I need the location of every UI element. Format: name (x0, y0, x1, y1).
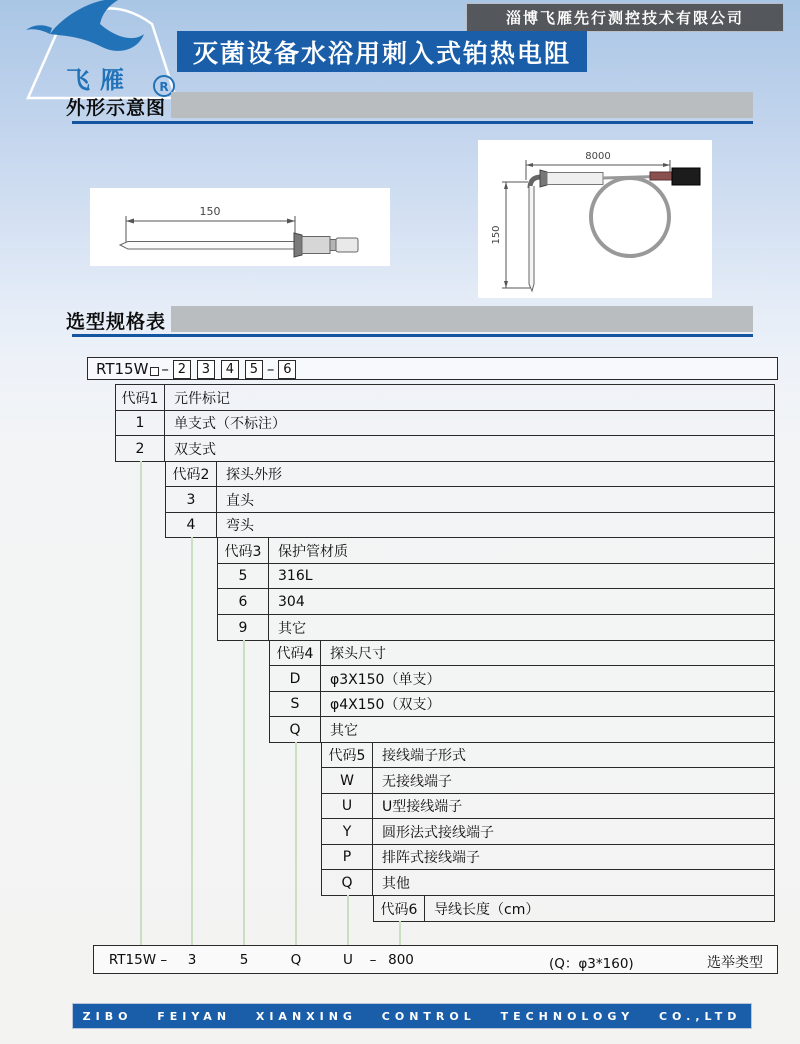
section-title-diagram: 外形示意图 (66, 97, 167, 119)
bird-icon (50, 0, 144, 51)
registered-mark: R (159, 80, 169, 94)
model-digit-box: 6 (278, 360, 296, 379)
desc-cell: 双支式 (174, 441, 216, 458)
example-type-label: 选举类型 (707, 955, 763, 971)
probe-body (547, 173, 603, 185)
dash: – (161, 359, 169, 378)
plug-connector (672, 168, 700, 185)
example-value: 5 (239, 952, 249, 968)
probe-body (302, 237, 330, 254)
model-code-line (87, 357, 778, 380)
model-digit-box: 5 (245, 360, 263, 379)
code-cell: 6 (218, 589, 269, 614)
code-cell: 代码1 (116, 385, 165, 410)
code-cell: 代码6 (374, 896, 425, 921)
logo-text: 飞雁 (66, 66, 134, 94)
connector-line (191, 537, 193, 945)
table-row (115, 435, 775, 462)
connector-line (243, 640, 245, 945)
company-name-box (466, 3, 784, 32)
company-name: 淄博飞雁先行测控技术有限公司 (505, 9, 744, 27)
desc-cell: 保护管材质 (278, 543, 348, 560)
example-value: – (369, 952, 377, 968)
desc-cell: 元件标记 (174, 390, 230, 407)
footer-company-en: ZIBO FEIYAN XIANXING CONTROL TECHNOLOGY CO.,LTD (82, 1009, 742, 1023)
example-value: 800 (388, 952, 414, 968)
model-code-boxes (275, 359, 299, 379)
table-row (165, 486, 775, 513)
desc-cell: 导线长度（cm） (434, 901, 540, 918)
desc-cell: 直头 (226, 492, 254, 509)
model-code-boxes (170, 359, 266, 379)
dim-150-label: 150 (491, 225, 502, 245)
table-row (269, 716, 775, 743)
probe-neck (330, 240, 336, 251)
table-row (269, 691, 775, 717)
cable-coil (591, 178, 669, 256)
code-cell: U (322, 794, 373, 818)
footer-bar (72, 1003, 752, 1029)
page-title-bar (177, 31, 587, 72)
desc-cell: 304 (278, 593, 305, 610)
table-row (321, 818, 775, 845)
probe-rod-vertical (529, 186, 534, 291)
example-value: U (343, 952, 353, 968)
code-cell: Y (322, 819, 373, 844)
section-underline (72, 334, 753, 337)
code-cell: 9 (218, 615, 269, 640)
dash: – (266, 359, 275, 378)
model-digit-box: 2 (173, 360, 191, 379)
table-header-row (269, 640, 775, 666)
desc-cell: 探头外形 (226, 467, 282, 483)
code-cell: W (322, 768, 373, 793)
code-cell: 1 (116, 411, 165, 435)
model-prefix: RT15W (96, 359, 149, 378)
table-header-row (115, 384, 775, 411)
desc-cell: 圆形法式接线端子 (382, 824, 494, 841)
table-header-row (373, 895, 775, 922)
connector-line (140, 461, 142, 945)
connector-line (399, 921, 401, 945)
code-cell: D (270, 666, 321, 691)
blank-code-box (150, 367, 159, 376)
code-cell: 代码2 (166, 462, 217, 486)
bent-probe-diagram (478, 140, 712, 298)
desc-cell: 其它 (330, 722, 358, 739)
table-row (165, 512, 775, 538)
section-bar (171, 92, 753, 118)
example-row (93, 945, 778, 974)
code-cell: Q (322, 870, 373, 895)
probe-connector (336, 238, 358, 252)
desc-cell: 弯头 (226, 518, 254, 534)
desc-cell: φ4X150（双支） (330, 697, 441, 713)
table-row (269, 665, 775, 692)
code-cell: 3 (166, 487, 217, 512)
desc-cell: 其他 (382, 875, 410, 892)
table-row (321, 844, 775, 870)
probe-flange (294, 233, 302, 257)
bird-head-icon (26, 25, 52, 34)
desc-cell: 排阵式接线端子 (382, 850, 480, 866)
dim-8000-label: 8000 (585, 151, 611, 162)
probe-rod (120, 242, 295, 250)
desc-cell: 其它 (278, 620, 306, 637)
connector-line (295, 742, 297, 945)
table-row (321, 869, 775, 896)
code-cell: 5 (218, 564, 269, 588)
code-cell: 代码4 (270, 641, 321, 665)
desc-cell: 接线端子形式 (382, 748, 466, 764)
code-cell: S (270, 692, 321, 716)
code-cell: Q (270, 717, 321, 742)
example-value: 3 (187, 952, 197, 968)
code-cell: 代码5 (322, 743, 373, 767)
cable-sleeve (650, 172, 672, 180)
dim-150-label: 150 (199, 205, 221, 218)
example-value: Q (290, 952, 302, 968)
example-value: RT15W – (108, 952, 168, 968)
table-row (217, 588, 775, 615)
section-underline (72, 121, 753, 124)
code-cell: 4 (166, 513, 217, 537)
connector-line (347, 895, 349, 945)
probe-flange (540, 170, 547, 187)
straight-probe-diagram (90, 188, 390, 266)
desc-cell: φ3X150（单支） (330, 671, 441, 688)
section-bar (171, 306, 753, 332)
model-digit-box: 3 (197, 360, 215, 379)
table-row (115, 410, 775, 436)
desc-cell: 无接线端子 (382, 773, 452, 790)
desc-cell: 单支式（不标注） (174, 416, 286, 432)
desc-cell: 316L (278, 568, 313, 584)
table-row (321, 767, 775, 794)
table-header-row (321, 742, 775, 768)
code-cell: 2 (116, 436, 165, 461)
table-row (217, 563, 775, 589)
section-title-selection: 选型规格表 (66, 311, 167, 333)
desc-cell: 探头尺寸 (330, 646, 386, 662)
table-row (321, 793, 775, 819)
code-cell: P (322, 845, 373, 869)
page-title: 灭菌设备水浴用刺入式铂热电阻 (193, 38, 572, 68)
code-cell: 代码3 (218, 538, 269, 563)
model-digit-box: 4 (221, 360, 239, 379)
table-header-row (217, 537, 775, 564)
example-note: (Q：φ3*160) (549, 956, 634, 972)
desc-cell: U型接线端子 (382, 799, 463, 815)
table-row (217, 614, 775, 641)
table-header-row (165, 461, 775, 487)
